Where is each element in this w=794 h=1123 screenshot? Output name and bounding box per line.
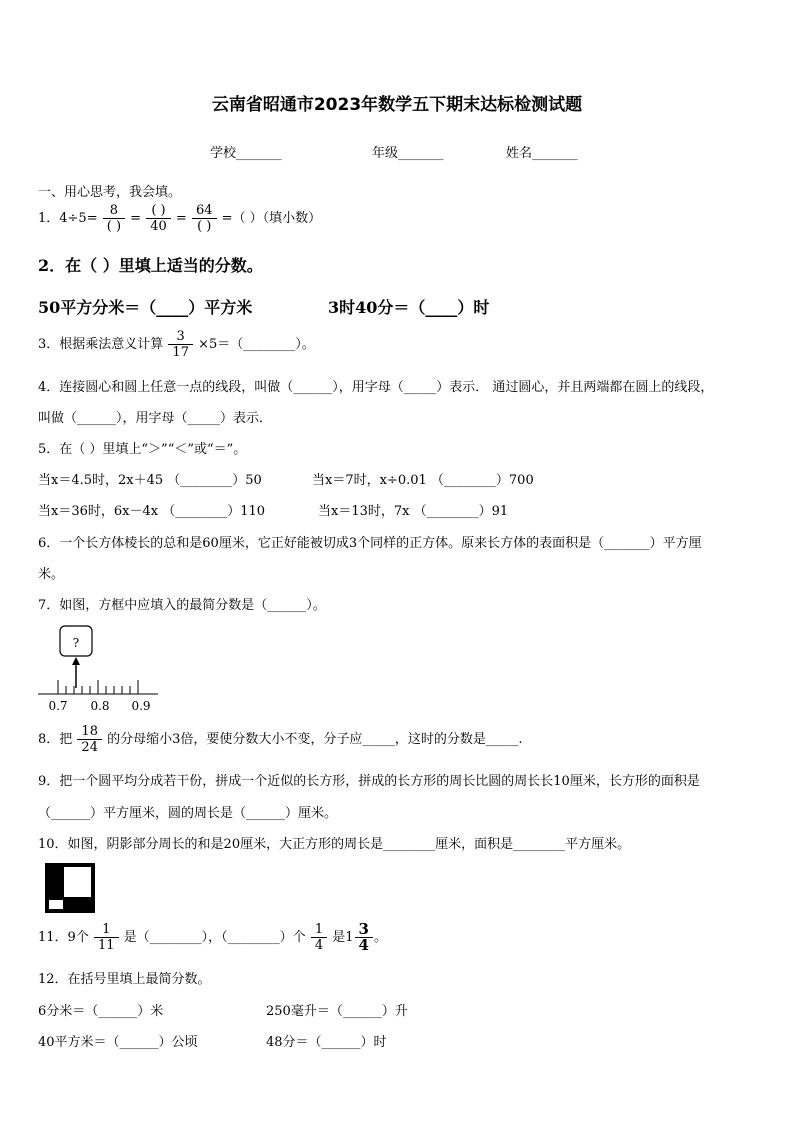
axis-ticks: [58, 680, 138, 694]
question-6-line2: 米。: [38, 567, 65, 582]
name-field: 姓名_______: [506, 146, 578, 161]
inner-square-large: [64, 867, 91, 897]
grade-field: 年级_______: [372, 146, 444, 161]
q8-fraction: $\frac{18}{24}$: [77, 724, 102, 755]
q1-prefix: 1．4÷5=: [38, 211, 98, 226]
q1-fraction-3: $\frac{64}{( )}$: [192, 203, 217, 234]
q11-fraction-1: $\frac{1}{11}$: [94, 922, 119, 953]
q5-row1-b: 当x＝7时，x÷0.01 （________）700: [312, 473, 534, 488]
q5-row2-a: 当x＝36时，6x－4x （________）110: [38, 504, 266, 519]
q12-b: 250毫升＝（______）升: [266, 1004, 408, 1019]
q12-a: 6分米＝（______）米: [38, 1004, 164, 1019]
page-title: 云南省昭通市2023年数学五下期末达标检测试题: [211, 95, 583, 115]
question-3: 3．根据乘法意义计算 $\frac{3}{17}$ ×5＝（________）。: [38, 329, 315, 360]
answer-box-label: ?: [72, 636, 80, 650]
number-line-figure: [30, 620, 170, 715]
q2-left: 50平方分米＝（____）平方米: [38, 298, 253, 317]
q1-suffix: =（ ）（填小数）: [221, 211, 322, 226]
q5-row2-b: 当x＝13时，7x （________）91: [318, 504, 509, 519]
question-11: 11．9个 $\frac{1}{11}$ 是（________），（________）个 $\frac{1}{4}$ 是1 $\frac{3}{4}$ 。: [38, 920, 387, 954]
tick-label-3: 0.9: [131, 699, 151, 713]
question-1: 1．4÷5= $\frac{8}{( )}$ = $\frac{( )}{40}$ = $\frac{64}{( )}$ =（ ）（填小数）: [38, 203, 322, 234]
q11-fraction-2: $\frac{1}{4}$: [311, 922, 327, 953]
tick-label-1: 0.7: [48, 699, 68, 713]
question-4-line2: 叫做（______），用字母（_____）表示．: [38, 411, 273, 426]
question-9-line1: 9．把一个圆平均分成若干份，拼成一个近似的长方形，拼成的长方形的周长比圆的周长长10厘米，长方形的面积是: [38, 774, 700, 789]
question-8: 8．把 $\frac{18}{24}$ 的分母缩小3倍，要使分数大小不变，分子应_____，这时的分数是_____.: [38, 724, 523, 755]
question-6-line1: 6．一个长方体棱长的总和是60厘米，它正好能被切成3个同样的正方体。原来长方体的表面积是（_______）平方厘: [38, 536, 702, 551]
q5-row1-a: 当x＝4.5时，2x＋45 （________）50: [38, 473, 262, 488]
q12-c: 40平方米＝（______）公顷: [38, 1035, 198, 1050]
arrow-head: [72, 657, 80, 665]
q11-mixed-fraction: $\frac{3}{4}$: [355, 922, 373, 953]
question-4-line1: 4．连接圆心和圆上任意一点的线段，叫做（______），用字母（_____）表示． 通过圆心，并且两端都在圆上的线段，: [38, 380, 714, 395]
question-12: 12．在括号里填上最简分数。: [38, 972, 211, 987]
q3-fraction: $\frac{3}{17}$: [168, 329, 193, 360]
inner-square-small: [49, 900, 63, 909]
q2-right: 3时40分＝（____）时: [328, 298, 490, 317]
school-field: 学校_______: [210, 146, 282, 161]
square-figure: [44, 862, 96, 914]
q12-d: 48分＝（______）时: [266, 1035, 387, 1050]
question-5: 5．在（ ）里填上“＞”“＜”或“＝”。: [38, 442, 247, 457]
question-2: 2．在（ ）里填上适当的分数。: [38, 256, 263, 275]
question-9-line2: （______）平方厘米，圆的周长是（______）厘米。: [38, 806, 338, 821]
q1-fraction-2: $\frac{( )}{40}$: [146, 203, 171, 234]
section-heading: 一、用心思考，我会填。: [38, 185, 182, 200]
q1-fraction-1: $\frac{8}{( )}$: [103, 203, 125, 234]
question-10: 10．如图，阴影部分周长的和是20厘米，大正方形的周长是________厘米，面积是________平方厘米。: [38, 837, 631, 852]
question-7: 7．如图，方框中应填入的最简分数是（______）。: [38, 598, 326, 613]
tick-label-2: 0.8: [90, 699, 110, 713]
